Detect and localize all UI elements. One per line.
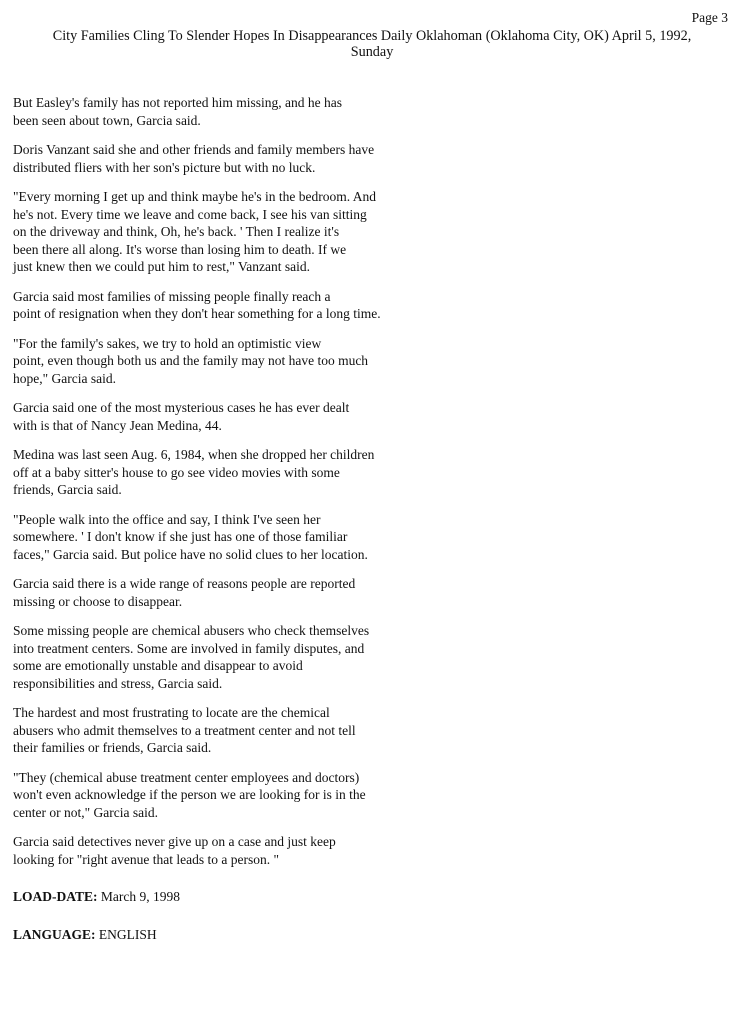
load-date-value: March 9, 1998: [100, 889, 180, 904]
paragraph-line: distributed fliers with her son's picture but with no luck.: [13, 159, 316, 175]
paragraph-line: missing or choose to disappear.: [13, 593, 183, 609]
paragraph-line: Garcia said one of the most mysterious cases he has ever dealt: [13, 400, 350, 415]
language-value: ENGLISH: [98, 926, 157, 942]
paragraph-line: "They (chemical abuse treatment center employees and doctors): [13, 769, 360, 785]
paragraph-line: just knew then we could put him to rest," Vanzant said.: [13, 259, 310, 274]
paragraph-list: [13, 94, 453, 868]
paragraph-line: their families or friends, Garcia said.: [13, 740, 212, 755]
paragraph-line: Some missing people are chemical abusers who check themselves: [13, 623, 370, 638]
language-label: LANGUAGE:: [13, 926, 96, 942]
paragraph-line: "People walk into the office and say, I think I've seen her: [13, 511, 321, 527]
paragraph-line: been seen about town, Garcia said.: [13, 112, 201, 128]
load-date: [13, 888, 453, 906]
paragraph-line: point, even though both us and the family may not have too much: [13, 353, 369, 368]
paragraph-line: looking for "right avenue that leads to a person. ": [13, 851, 279, 867]
language: [13, 926, 453, 944]
paragraph-line: The hardest and most frustrating to locate are the chemical: [13, 705, 330, 720]
article-paragraph: [13, 769, 453, 822]
paragraph-line: point of resignation when they don't hear something for a long time.: [13, 306, 381, 321]
article-paragraph: [13, 288, 453, 323]
paragraph-line: with is that of Nancy Jean Medina, 44.: [13, 417, 222, 433]
article-paragraph: [13, 399, 453, 434]
paragraph-line: Garcia said most families of missing people finally reach a: [13, 288, 331, 304]
article-paragraph: [13, 575, 453, 610]
article-paragraph: [13, 511, 453, 564]
page-number: Page 3: [691, 10, 728, 25]
paragraph-line: "Every morning I get up and think maybe he's in the bedroom. And: [13, 189, 376, 204]
article-paragraph: [13, 833, 453, 868]
paragraph-line: abusers who admit themselves to a treatment center and not tell: [13, 722, 356, 738]
paragraph-line: hope," Garcia said.: [13, 370, 116, 386]
paragraph-line: somewhere. ' I don't know if she just has one of those familiar: [13, 529, 348, 544]
paragraph-line: some are emotionally unstable and disappear to avoid: [13, 658, 303, 673]
article-paragraph: [13, 94, 453, 129]
article-paragraph: [13, 335, 453, 388]
paragraph-line: friends, Garcia said.: [13, 482, 122, 497]
paragraph-line: won't even acknowledge if the person we are looking for is in the: [13, 787, 366, 802]
article-header: [20, 28, 724, 60]
paragraph-line: into treatment centers. Some are involved in family disputes, and: [13, 640, 365, 656]
paragraph-line: on the driveway and think, Oh, he's back. ' Then I realize it's: [13, 224, 340, 239]
paragraph-line: "For the family's sakes, we try to hold an optimistic view: [13, 335, 322, 351]
article-paragraph: [13, 704, 453, 757]
paragraph-line: off at a baby sitter's house to go see video movies with some: [13, 464, 340, 480]
paragraph-line: center or not," Garcia said.: [13, 804, 158, 820]
paragraph-line: Doris Vanzant said she and other friends and family members have: [13, 142, 375, 157]
paragraph-line: But Easley's family has not reported him missing, and he has: [13, 95, 343, 110]
article-body: [13, 94, 453, 963]
article-paragraph: [13, 188, 453, 276]
load-date-label: LOAD-DATE:: [13, 889, 98, 904]
article-paragraph: [13, 622, 453, 692]
article-paragraph: [13, 446, 453, 499]
paragraph-line: he's not. Every time we leave and come back, I see his van sitting: [13, 206, 367, 222]
paragraph-line: responsibilities and stress, Garcia said.: [13, 675, 223, 691]
article-header-line: City Families Cling To Slender Hopes In Disappearances Daily Oklahoman (Oklahoma City, OK) April 5, 1992,: [52, 28, 692, 44]
paragraph-line: Garcia said detectives never give up on a case and just keep: [13, 834, 336, 849]
article-paragraph: [13, 141, 453, 176]
paragraph-line: Garcia said there is a wide range of reasons people are reported: [13, 576, 356, 591]
paragraph-line: been there all along. It's worse than losing him to death. If we: [13, 241, 347, 257]
paragraph-line: faces," Garcia said. But police have no solid clues to her location.: [13, 546, 368, 562]
article-header-line: Sunday: [350, 44, 394, 60]
paragraph-line: Medina was last seen Aug. 6, 1984, when she dropped her children: [13, 447, 375, 462]
